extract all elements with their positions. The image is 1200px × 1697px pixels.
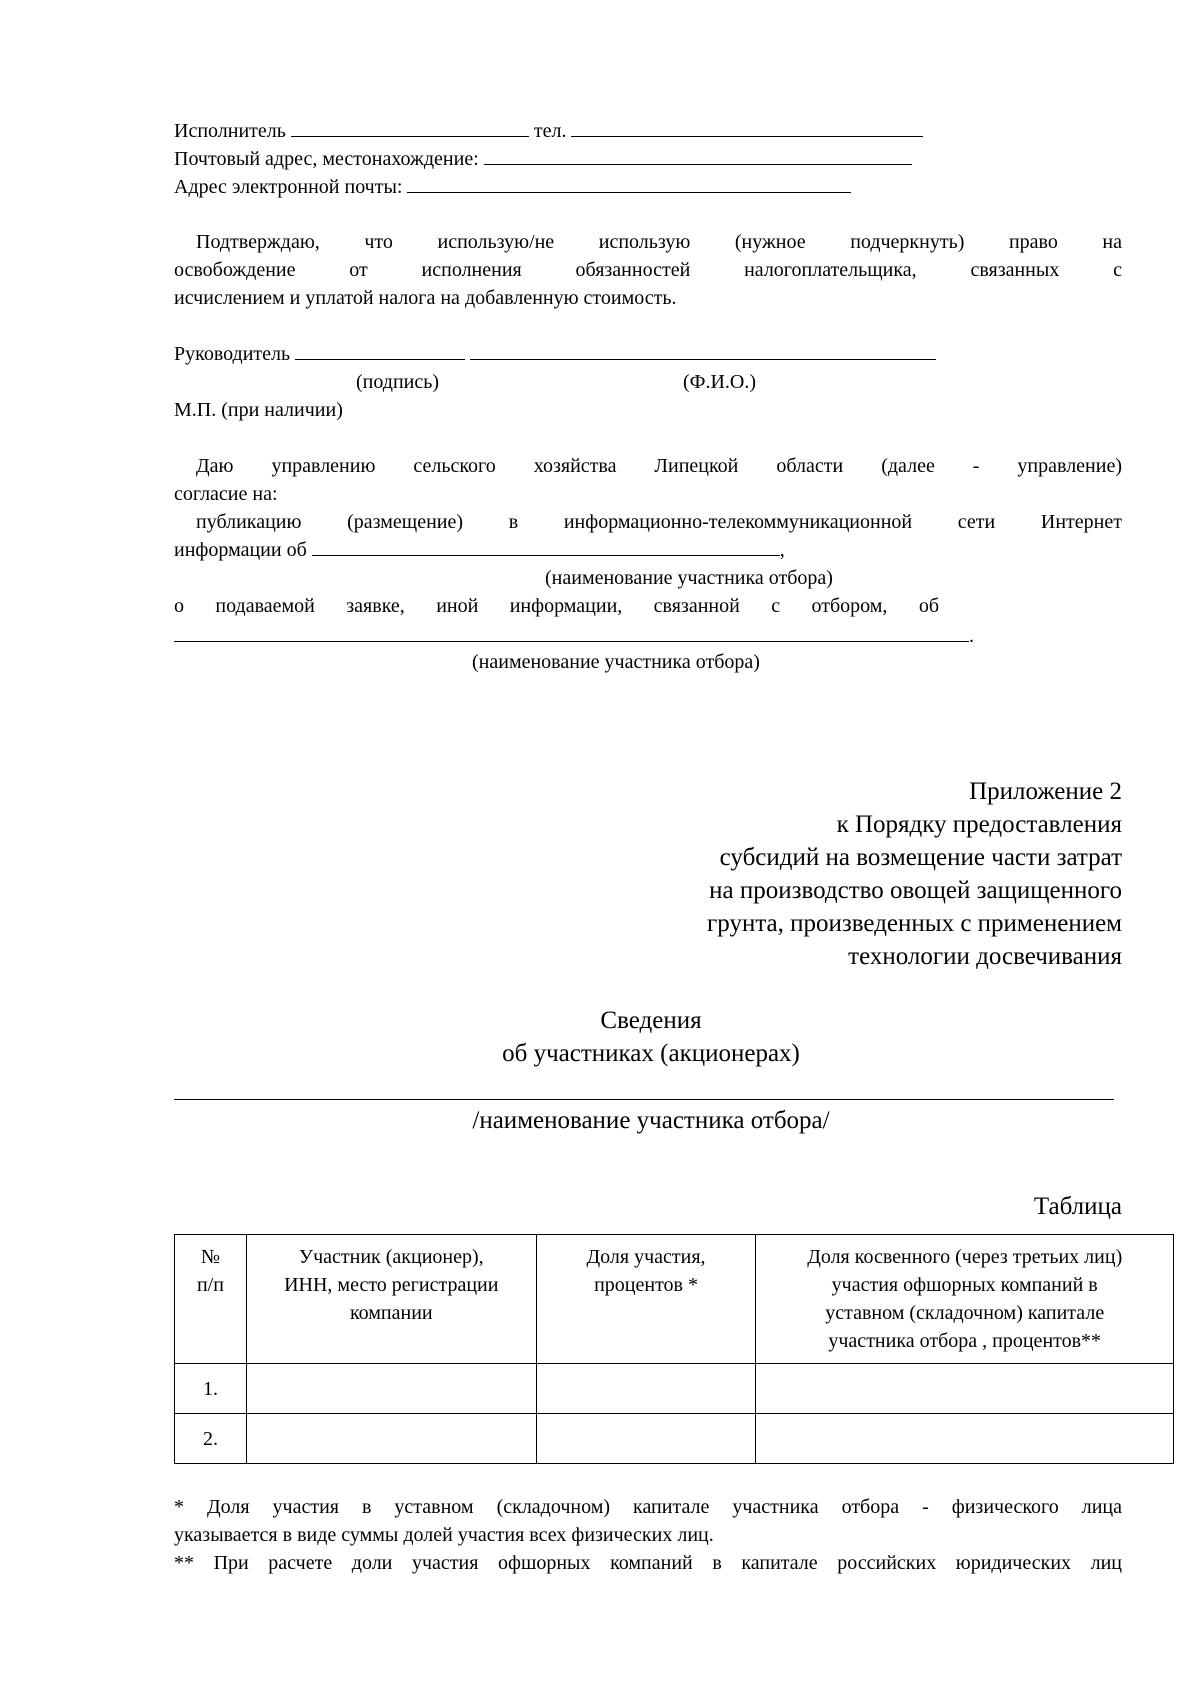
appendix-line-2: к Порядку предоставления [836, 811, 1122, 838]
consent-line-6 [174, 622, 974, 650]
phone-label: тел. [533, 120, 567, 142]
table-header-row [175, 1235, 1174, 1364]
consent-line-4-suffix: , [779, 539, 785, 561]
executor-blank [291, 118, 529, 137]
header-share-line-2: процентов * [594, 1274, 698, 1296]
participant-name-blank-1 [312, 537, 780, 556]
header-offshore-line-4: участника отбора , процентов** [828, 1330, 1102, 1352]
signature-blank [295, 341, 465, 360]
header-offshore-share [756, 1235, 1174, 1364]
email-blank [407, 174, 851, 193]
appendix-line-6: технологии досвечивания [848, 943, 1122, 970]
header-number [175, 1235, 247, 1364]
heading-title: Сведения [600, 1007, 702, 1034]
executor-label: Исполнитель [174, 120, 286, 142]
heading-subtitle: об участниках (акционерах) [502, 1040, 800, 1067]
consent-line-6-suffix: . [969, 625, 974, 647]
participant-caption-1: (наименование участника отбора) [545, 567, 833, 589]
participants-table [174, 1234, 1174, 1464]
table-row [175, 1364, 1174, 1414]
header-offshore-line-1: Доля косвенного (через третьих лиц) [807, 1246, 1123, 1268]
appendix-line-5: грунта, произведенных с применением [707, 910, 1122, 937]
appendix-line-4: на производство овощей защищенного [709, 877, 1122, 904]
share-cell[interactable] [536, 1364, 756, 1414]
email-line [174, 173, 851, 201]
header-participant-line-1: Участник (акционер), [298, 1246, 484, 1268]
consent-line-3: публикацию (размещение) в информационно-телекоммуникационной сети Интернет [196, 511, 1122, 533]
executor-line [174, 117, 923, 145]
address-line [174, 145, 912, 173]
header-participant [246, 1235, 536, 1364]
table-label: Таблица [1033, 1193, 1122, 1220]
footnote-1-line-2: указывается в виде суммы долей участия всех физических лиц. [174, 1524, 714, 1546]
header-participant-line-2: ИНН, место регистрации [284, 1274, 499, 1296]
consent-line-1: Даю управлению сельского хозяйства Липецкой области (далее - управление) [196, 455, 1122, 477]
participant-name-rule [174, 1099, 1114, 1100]
offshore-share-cell[interactable] [756, 1364, 1174, 1414]
header-offshore-line-2: участия офшорных компаний в [831, 1274, 1098, 1296]
vat-line-2: освобождение от исполнения обязанностей налогоплательщика, связанных с [174, 259, 1122, 281]
participant-name-caption: /наименование участника отбора/ [472, 1107, 830, 1134]
header-offshore-line-3: уставном (складочном) капитале [825, 1302, 1105, 1324]
participant-cell[interactable] [246, 1364, 536, 1414]
row-number: 1. [175, 1364, 247, 1414]
header-share-line-1: Доля участия, [586, 1246, 706, 1268]
phone-blank [571, 118, 923, 137]
head-label: Руководитель [174, 343, 291, 365]
stamp-line: М.П. (при наличии) [174, 399, 343, 421]
row-number: 2. [175, 1414, 247, 1464]
consent-line-4-prefix: информации об [174, 539, 307, 561]
header-number-line-2: п/п [196, 1274, 224, 1296]
consent-line-2: согласие на: [174, 483, 278, 505]
footnote-1-line-1: * Доля участия в уставном (складочном) капитале участника отбора - физического лица [174, 1496, 1122, 1518]
consent-line-4 [174, 536, 785, 564]
share-cell[interactable] [536, 1414, 756, 1464]
header-share [536, 1235, 756, 1364]
header-number-line-1: № [200, 1246, 220, 1268]
address-label: Почтовый адрес, местонахождение: [174, 148, 479, 170]
email-label: Адрес электронной почты: [174, 176, 403, 198]
address-blank [484, 146, 912, 165]
participant-cell[interactable] [246, 1414, 536, 1464]
fio-blank [470, 341, 936, 360]
participant-caption-2: (наименование участника отбора) [472, 651, 760, 673]
table-row [175, 1414, 1174, 1464]
head-line [174, 340, 936, 368]
consent-line-5: о подаваемой заявке, иной информации, связанной с отбором, об [174, 595, 939, 617]
vat-line-1: Подтверждаю, что использую/не использую (нужное подчеркнуть) право на [196, 231, 1122, 253]
participant-name-blank-2 [174, 623, 969, 642]
header-participant-line-3: компании [349, 1302, 433, 1324]
sign-caption: (подпись) [356, 371, 440, 393]
fio-caption: (Ф.И.О.) [683, 371, 757, 393]
appendix-line-3: субсидий на возмещение части затрат [719, 844, 1122, 871]
offshore-share-cell[interactable] [756, 1414, 1174, 1464]
footnote-2-line-1: ** При расчете доли участия офшорных компаний в капитале российских юридических лиц [174, 1552, 1122, 1574]
appendix-line-1: Приложение 2 [969, 778, 1122, 805]
vat-line-3: исчислением и уплатой налога на добавленную стоимость. [174, 287, 677, 309]
